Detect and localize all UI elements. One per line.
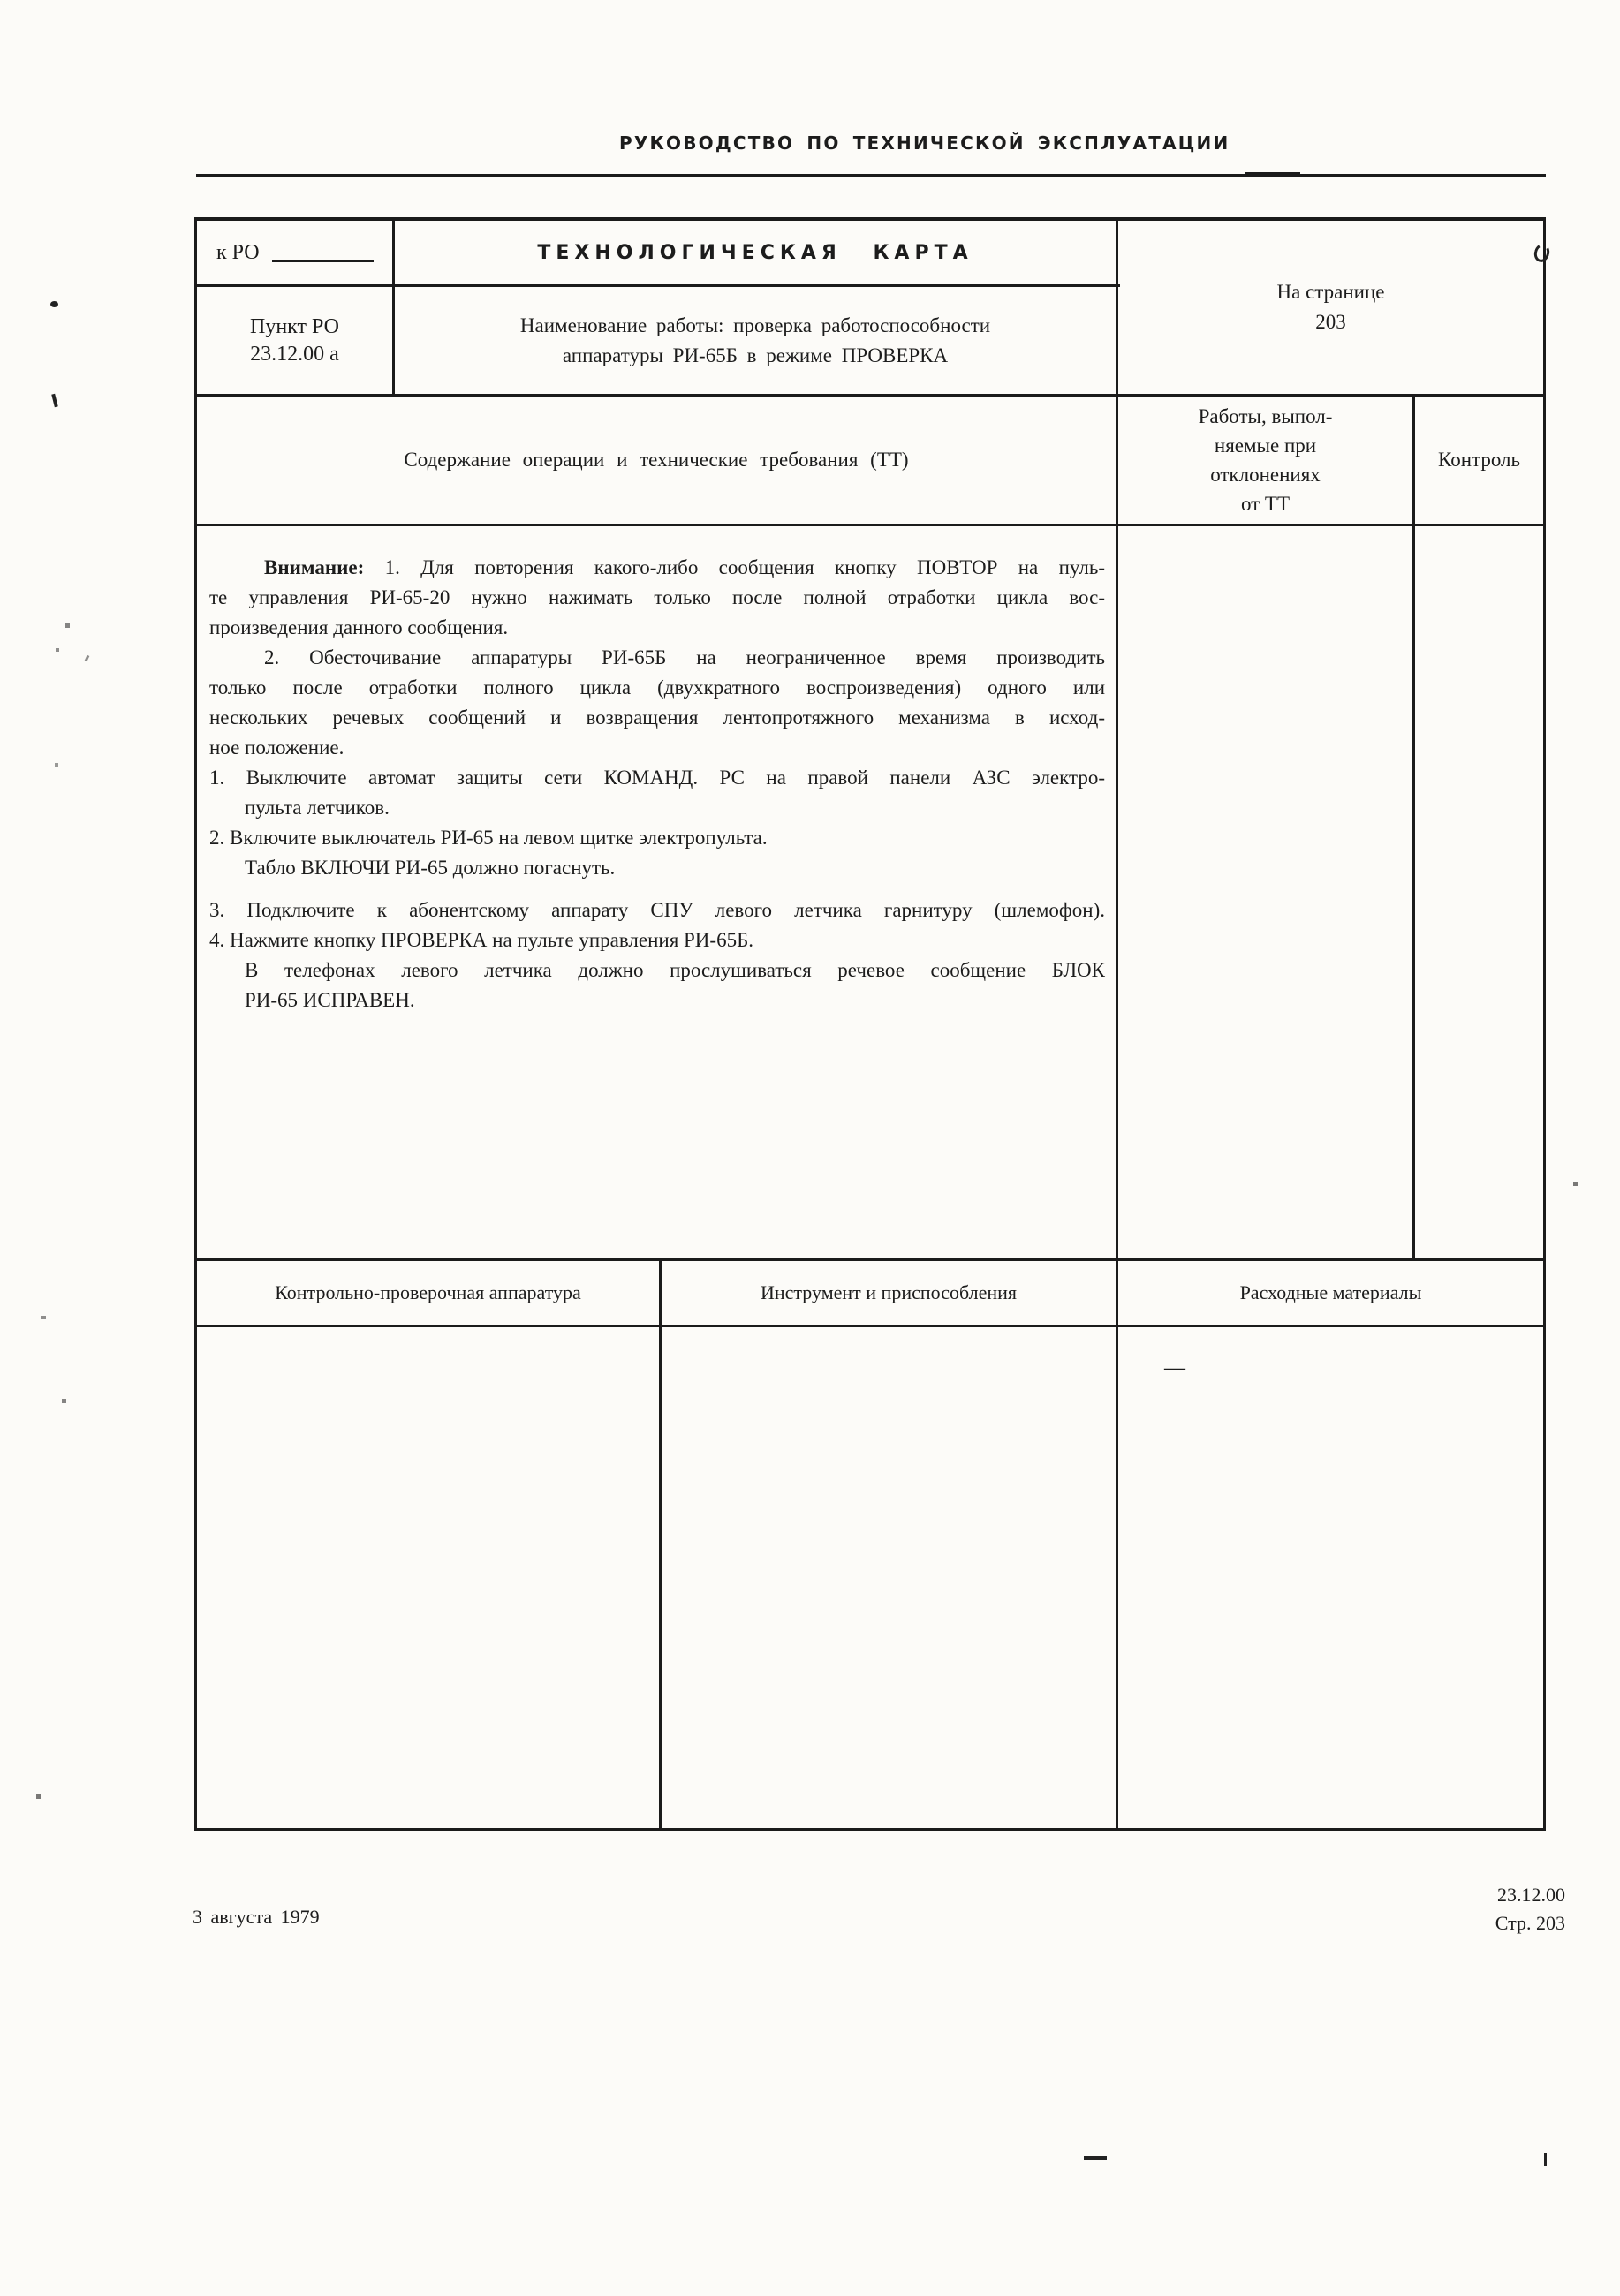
scan-tick-mark: [1544, 2153, 1547, 2166]
work-name-line2: аппаратуры РИ-65Б в режиме ПРОВЕРКА: [562, 344, 949, 366]
scan-speck: [55, 763, 58, 767]
card-title: ТЕХНОЛОГИЧЕСКАЯ КАРТА: [537, 241, 973, 264]
bottom-header-divider: [196, 1325, 1546, 1327]
control-column-divider: [1412, 394, 1415, 1261]
footer-task-number: 23.12.00: [1497, 1884, 1565, 1906]
scan-speck: [65, 623, 70, 628]
deviations-line: Работы, выпол-: [1198, 405, 1333, 427]
footer-date: 3 августа 1979: [193, 1906, 320, 1928]
scan-speck: [51, 394, 58, 408]
instruction-line: только после отработки полного цикла (двухкратного воспроизведения) одного или: [209, 676, 1105, 699]
instruction-line: РИ-65 ИСПРАВЕН.: [245, 989, 415, 1011]
scan-dash-mark: [1084, 2156, 1107, 2160]
footer-page-number: Стр. 203: [1495, 1912, 1565, 1934]
table-right-border: [1543, 217, 1546, 1831]
manual-header-title: РУКОВОДСТВО ПО ТЕХНИЧЕСКОЙ ЭКСПЛУАТАЦИИ: [619, 132, 1230, 154]
scan-speck: [41, 1316, 46, 1319]
k-ro-label: к РО: [216, 240, 260, 264]
on-page-cell: [1118, 221, 1543, 394]
instruction-line: ное положение.: [209, 736, 344, 759]
header-rule: [196, 174, 1546, 177]
deviations-line: отклонениях: [1210, 464, 1321, 486]
instruction-line: те управления РИ-65-20 нужно нажимать только после полной отработки цикла вос-: [209, 586, 1105, 608]
scan-speck: [85, 655, 90, 662]
scan-speck: [50, 301, 58, 307]
scan-speck: [62, 1399, 66, 1403]
scan-speck: [56, 648, 59, 652]
deviations-line: от ТТ: [1240, 493, 1291, 515]
attention-label: Внимание:: [264, 556, 365, 578]
scan-speck: [36, 1794, 41, 1799]
footer-reference-block: [1360, 1881, 1565, 1937]
scan-speck: [1573, 1182, 1578, 1186]
instruction-line: 2. Обесточивание аппаратуры РИ-65Б на неограниченное время производить: [264, 646, 1105, 668]
instruction-line: нескольких речевых сообщений и возвращения лентопротяжного механизма в исход-: [209, 706, 1105, 729]
instruction-line: произведения данного сообщения.: [209, 616, 509, 638]
punkt-ro-cell: [197, 287, 392, 394]
instruction-line: Внимание: 1. Для повторения какого-либо сообщения кнопку ПОВТОР на пуль-: [264, 556, 1105, 578]
bottom-header-test-equipment: Контрольно-проверочная аппаратура: [275, 1281, 581, 1303]
instruction-line: 3. Подключите к абонентскому аппарату СПУ левого летчика гарнитуру (шлемофон).: [209, 899, 1105, 921]
operations-content: [197, 526, 1116, 1258]
materials-none-dash: —: [1164, 1356, 1185, 1379]
deviations-line: няемые при: [1214, 434, 1317, 457]
bottom-header-materials: Расходные материалы: [1239, 1281, 1422, 1303]
instruction-line: 2. Включите выключатель РИ-65 на левом щитке электропульта.: [209, 827, 768, 849]
table-bottom-border: [196, 1828, 1546, 1831]
k-ro-cell: [197, 221, 392, 284]
instruction-line: пульта летчиков.: [245, 797, 390, 819]
instruction-line: 1. Выключите автомат защиты сети КОМАНД. РС на правой панели АЗС электро-: [209, 767, 1105, 789]
instruction-line: Табло ВКЛЮЧИ РИ-65 должно погаснуть.: [245, 857, 616, 879]
column-header-operations: Содержание операции и технические требования (ТТ): [404, 449, 909, 471]
column-header-deviations: [1118, 397, 1412, 524]
k-ro-blank-line: [272, 260, 374, 262]
header-rule-thick-spot: [1245, 172, 1300, 177]
on-page-number: 203: [1315, 311, 1346, 333]
on-page-label: На странице: [1276, 281, 1385, 303]
punkt-ro-number: 23.12.00 а: [250, 342, 339, 366]
instruction-line: 4. Нажмите кнопку ПРОВЕРКА на пульте управления РИ-65Б.: [209, 929, 754, 951]
column-header-control: Контроль: [1438, 449, 1520, 471]
bottom-header-tools: Инструмент и приспособления: [760, 1281, 1018, 1303]
punkt-ro-label: Пункт РО: [250, 314, 339, 338]
tools-column-divider: [659, 1258, 662, 1831]
instruction-line: В телефонах левого летчика должно прослушиваться речевое сообщение БЛОК: [245, 959, 1105, 981]
work-name-cell: [395, 287, 1116, 394]
work-name-line1: Наименование работы: проверка работоспособности: [519, 313, 991, 336]
